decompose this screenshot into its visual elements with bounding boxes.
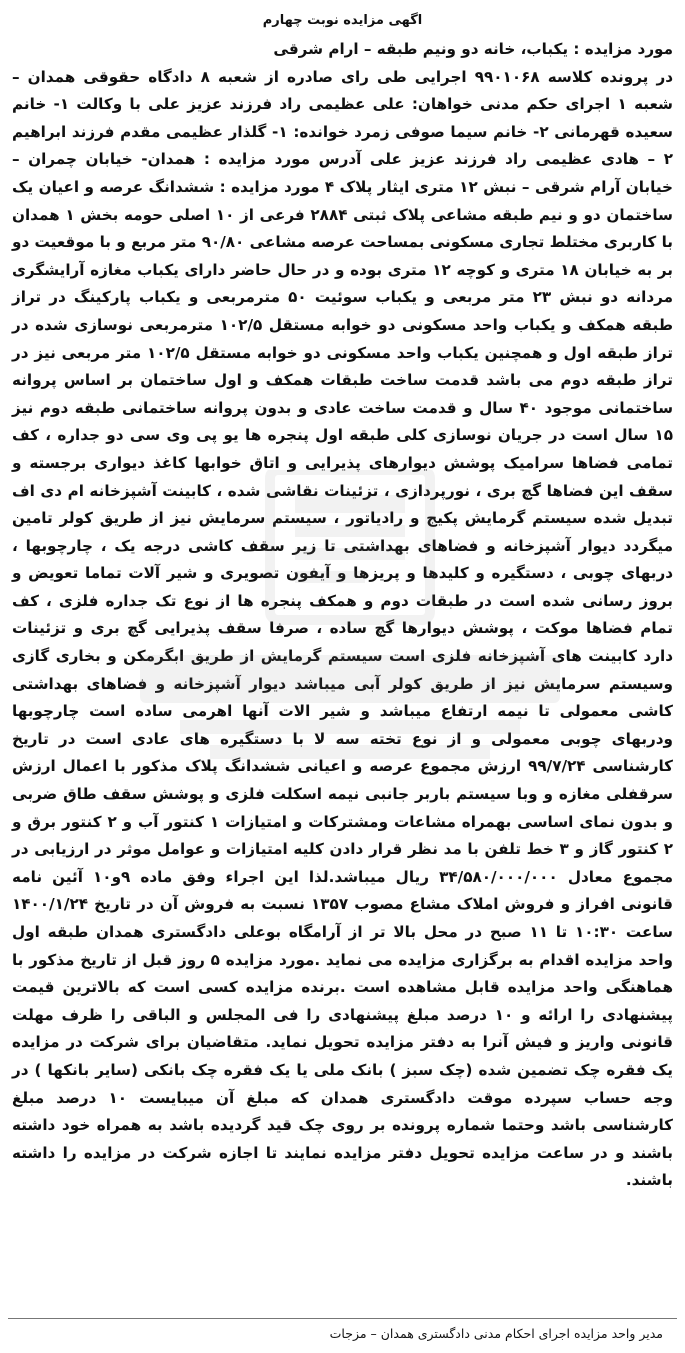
footer-divider xyxy=(8,1318,677,1319)
notice-title: اگهی مزایده نوبت چهارم xyxy=(262,13,423,28)
notice-signature: مدیر واحد مزایده اجرای احکام مدنی دادگستری همدان – مزجات xyxy=(329,1326,663,1341)
notice-body: در پرونده کلاسه ۹۹۰۱۰۶۸ اجرایی طی رای صادره از شعبه ۸ دادگاه حقوقی همدان – شعبه ۱ اجرای حکم مدنی خواهان: علی عظیمی راد فرزند عزیز علی با وکالت ۱- خانم سعیده قهرمانی ۲- خانم سیما صوفی زمرد خوانده: ۱- گلذار عظیمی مقدم فرزند ابراهیم ۲ – هادی عظیمی راد فرزند عزیز علی آدرس مورد مزایده : همدان- خیابان چمران – خیابان آرام شرقی – نبش ۱۲ متری ایثار پلاک ۴ مورد مزایده : ششدانگ عرصه و اعیان یک ساختمان دو و نیم طبقه مشاعی پلاک ثبتی ۲۸۸۴ فرعی از ۱۰ اصلی حومه بخش ۱ همدان با کاربری مختلط تجاری مسکونی بمساحت عرصه مشاعی ۹۰/۸۰ متر مربع و با موقعیت دو بر به خیابان ۱۸ متری و کوچه ۱۲ متری بوده و در حال حاضر دارای یکباب مغازه آرایشگری مردانه دو نبش ۲۳ متر مربعی و یکباب سوئیت ۵۰ مترمربعی و یکباب پارکینگ در تراز طبقه همکف و یکباب واحد مسکونی دو خوابه مستقل ۱۰۲/۵ مترمربعی نوسازی شده در تراز طبقه اول و همچنین یکباب واحد مسکونی دو خوابه مستقل ۱۰۲/۵ متر مربعی نیز در تراز طبقه دوم می باشد قدمت ساخت طبقات همکف و اول ساختمان بر اساس پروانه ساختمانی موجود ۴۰ سال و قدمت ساخت عادی و بدون پروانه ساختمانی طبقه دوم نیز ۱۵ سال است در جریان نوسازی کلی طبقه اول پنجره ها یو پی وی سی دو جداره ، کف تمامی فضاها سرامیک پوشش دیوارهای پذیرایی و اتاق خوابها کاغذ دیواری برجسته و سقف این فضاها گچ بری ، نورپردازی ، تزئینات نقاشی شده ، کابینت آشپزخانه ام دی اف تبدیل شده سیستم گرمایش پکیج و رادیاتور ، سیستم سرمایش نیز از طریق کولر تامین میگردد دیوار آشپزخانه و فضاهای بهداشتی تا زیر سقف کاشی درجه یک ، چارچوبها ، دربهای چوبی ، دستگیره و کلیدها و پریزها و آیفون تصویری و شیر آلات تماما تعویض و بروز رسانی شده است در طبقات دوم و همکف پنجره ها از نوع تک جداره فلزی ، کف تمام فضاها موکت ، پوشش دیوارها گچ ساده ، صرفا سقف پذیرایی گچ بری و تزئینات دارد کابینت های آشپزخانه فلزی است سیستم گرمایش از طریق ابگرمکن و بخاری گازی وسیستم سرمایش نیز از طریق کولر آبی میباشد دیوار آشپزخانه و فضاهای بهداشتی کاشی معمولی تا نیمه ارتفاع میباشد و شیر الات آنها اهرمی ساده است چارچوبها ودربهای چوبی معمولی و از نوع تخته سه لا با دستگیره های عادی است در تاریخ کارشناسی ۹۹/۷/۲۴ ارزش مجموع عرصه و اعیانی ششدانگ پلاک مذکور با اعمال ارزش سرقفلی مغازه و وبا سیستم باربر جانبی نیمه اسکلت فلزی و پوشش سقف طاق ضربی و بدون نمای اساسی بهمراه مشاعات ومشترکات و امتیازات ۱ کنتور آب و ۲ کنتور برق و ۲ کنتور گاز و ۳ خط تلفن با مد نظر قرار دادن کلیه امتیازات و عوامل موثر در ارزیابی در مجموع معادل ۳۴/۵۸۰/۰۰۰/۰۰۰ ریال میباشد.لذا این اجراء وفق ماده ۹و۱۰ آئین نامه قانونی افراز و فروش املاک مشاع مصوب ۱۳۵۷ نسبت به فروش آن در تاریخ ۱۴۰۰/۱/۲۴ ساعت ۱۰:۳۰ تا ۱۱ صبح در محل بالا تر از آرامگاه بوعلی دادگستری همدان طبقه اول واحد مزایده اقدام به برگزاری مزایده می نماید .مورد مزایده ۵ روز قبل از تاریخ مذکور با هماهنگی واحد مزایده قابل مشاهده است .برنده مزایده کسی است که بالاترین قیمت پیشنهادی را ارائه و ۱۰ درصد مبلغ پیشنهادی را فی المجلس و الباقی را ظرف مهلت قانونی واریز و فیش آنرا به دفتر مزایده تحویل نماید. متقاضیان برای شرکت در مزایده یک فقره چک تضمین شده (چک سبز ) بانک ملی یا یک فقره چک بانکی (سایر بانکها ) در وجه حساب سپرده موقت دادگستری همدان که مبلغ آن میبایست ۱۰ درصد مبلغ کارشناسی باشد وحتما شماره پرونده بر روی چک قید گردیده باشد به همراه خود داشته باشند و در ساعت مزایده تحویل دفتر مزایده نمایند تا اجازه شرکت در مزایده را داشته باشند. xyxy=(12,67,674,1190)
notice-subject: مورد مزایده : یکباب، خانه دو ونیم طبقه – ارام شرقی xyxy=(273,40,673,58)
